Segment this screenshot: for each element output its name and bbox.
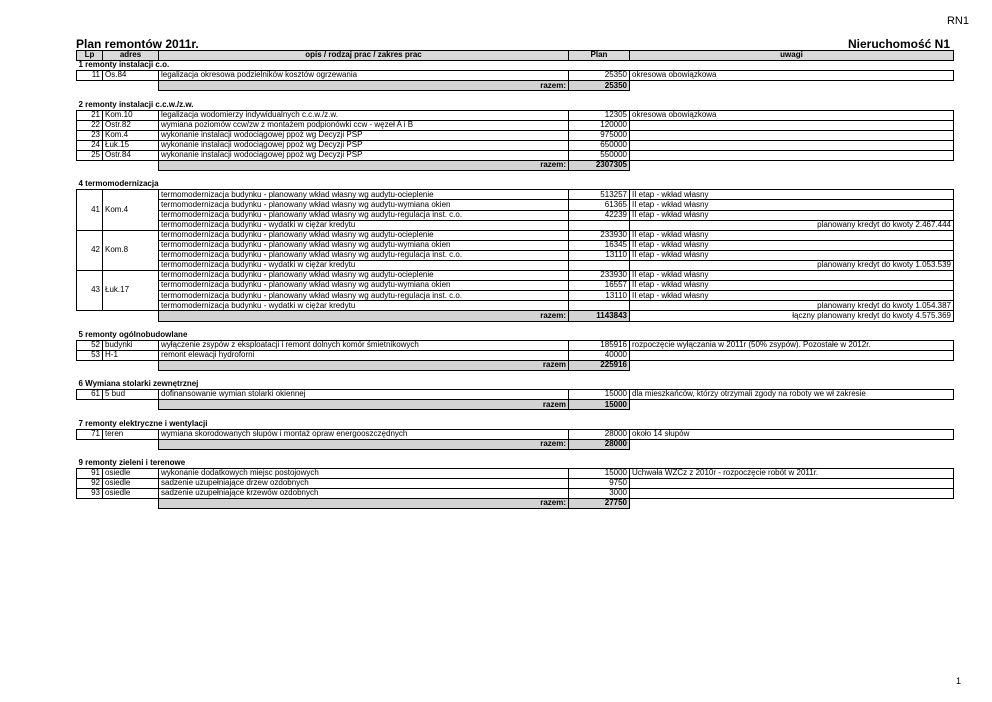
sum-row [77, 161, 954, 171]
sum-empty [630, 499, 954, 509]
row-uwagi: planowany kredyt do kwoty 2.467.444 [630, 220, 954, 230]
group-adres: Kom.4 [103, 190, 159, 230]
row-opis: termomodernizacja budynku - planowany wkład własny wg audytu-ocieplenie [159, 271, 569, 281]
row-lp: 71 [77, 429, 103, 439]
row-uwagi [630, 479, 954, 489]
row-adres: Ostr.82 [103, 120, 159, 130]
table-row [77, 468, 954, 478]
row-uwagi: około 14 słupów [630, 429, 954, 439]
row-adres: teren [103, 429, 159, 439]
spacer-row [77, 321, 954, 331]
sum-label: razem [159, 360, 569, 370]
group-adres: Łuk.17 [103, 271, 159, 311]
sum-empty [630, 400, 954, 410]
row-opis: termomodernizacja budynku - planowany wkład własny wg audytu-regulacja inst. c.o. [159, 210, 569, 220]
row-opis: termomodernizacja budynku - wydatki w ciężar kredytu [159, 301, 569, 311]
table-row [77, 120, 954, 130]
section-title: 6 Wymiana stolarki zewnętrznej [78, 380, 199, 389]
sum-label: razem: [159, 439, 569, 449]
table-row [77, 301, 954, 311]
row-lp: 91 [77, 468, 103, 478]
header-opis: opis / rodzaj prac / zakres prac [159, 51, 569, 61]
row-plan: 513257 [569, 190, 630, 200]
row-lp: 24 [77, 140, 103, 150]
row-adres: Os.84 [103, 71, 159, 81]
table-row [77, 150, 954, 160]
row-adres: 5 bud [103, 390, 159, 400]
spacer-cell [77, 321, 954, 331]
group-lp: 43 [77, 271, 103, 311]
row-opis: termomodernizacja budynku - planowany wkład własny wg audytu-regulacja inst. c.o. [159, 250, 569, 260]
row-lp: 93 [77, 489, 103, 499]
section-title: 5 remonty ogólnobudowlane [78, 330, 188, 339]
row-opis: termomodernizacja budynku - planowany wkład własny wg audytu-wymiana okien [159, 281, 569, 291]
sum-row [77, 499, 954, 509]
table-row [77, 230, 954, 240]
row-uwagi [630, 489, 954, 499]
section-title-row [77, 100, 954, 110]
table-row [77, 71, 954, 81]
sum-label: razem: [159, 81, 569, 91]
sum-row [77, 360, 954, 370]
building-name: Nieruchomość N1 [847, 37, 950, 51]
group-lp: 42 [77, 230, 103, 270]
row-plan: 15000 [569, 390, 630, 400]
row-adres: Łuk.15 [103, 140, 159, 150]
spacer-row [77, 91, 954, 101]
table-row [77, 190, 954, 200]
row-opis: termomodernizacja budynku - wydatki w ciężar kredytu [159, 220, 569, 230]
sum-note: łączny planowany kredyt do kwoty 4.575.369 [630, 311, 954, 321]
row-plan: 16345 [569, 240, 630, 250]
row-opis: legalizacja wodomierzy indywidualnych c.c.w./z.w. [159, 110, 569, 120]
row-opis: wykonanie instalacji wodociągowej ppoż wg Decyzji PSP [159, 140, 569, 150]
row-opis: wymiana skorodowanych słupów i montaż opraw energooszczędnych [159, 429, 569, 439]
sum-label: razem: [159, 161, 569, 171]
row-opis: legalizacja okresowa podzielników kosztów ogrzewania [159, 71, 569, 81]
row-plan: 9750 [569, 479, 630, 489]
renovation-plan-table [76, 50, 954, 509]
table-row [77, 240, 954, 250]
section-title-row [77, 380, 954, 390]
spacer-cell [77, 171, 954, 181]
table-row [77, 220, 954, 230]
row-opis: termomodernizacja budynku - wydatki w ciężar kredytu [159, 260, 569, 270]
section-title-row [77, 180, 954, 190]
row-opis: wykonanie instalacji wodociągowej ppoż wg Decyzji PSP [159, 130, 569, 140]
spacer-row [77, 371, 954, 381]
table-row [77, 429, 954, 439]
row-adres: Kom.4 [103, 130, 159, 140]
sum-row [77, 400, 954, 410]
group-lp: 41 [77, 190, 103, 230]
row-uwagi: II etap - wkład własny [630, 210, 954, 220]
section-title-row [77, 331, 954, 341]
sum-row [77, 439, 954, 449]
row-lp: 23 [77, 130, 103, 140]
section-title: 1 remonty instalacji c.o. [78, 60, 170, 70]
row-opis: sadzenie uzupełniające drzew ozdobnych [159, 479, 569, 489]
section-title-row [77, 61, 954, 71]
sum-row [77, 81, 954, 91]
header-row [77, 51, 954, 61]
row-uwagi: II etap - wkład własny [630, 190, 954, 200]
table-row [77, 200, 954, 210]
row-uwagi [630, 140, 954, 150]
row-uwagi [630, 350, 954, 360]
row-uwagi: II etap - wkład własny [630, 230, 954, 240]
row-uwagi: dla mieszkańców, którzy otrzymali zgody na roboty we wł zakresie [630, 390, 954, 400]
row-adres: osiedle [103, 489, 159, 499]
sum-blank [77, 439, 159, 449]
sum-label: razem: [159, 311, 569, 321]
row-opis: termomodernizacja budynku - planowany wkład własny wg audytu-wymiana okien [159, 200, 569, 210]
row-adres: Ostr.84 [103, 150, 159, 160]
sum-row [77, 311, 954, 321]
row-uwagi [630, 120, 954, 130]
row-adres: budynki [103, 340, 159, 350]
row-plan: 13110 [569, 291, 630, 301]
row-uwagi: II etap - wkład własny [630, 200, 954, 210]
row-uwagi [630, 130, 954, 140]
row-uwagi: okresowa obowiązkowa [630, 71, 954, 81]
row-plan: 16557 [569, 281, 630, 291]
row-uwagi: II etap - wkład własny [630, 291, 954, 301]
sum-empty [630, 161, 954, 171]
row-lp: 61 [77, 390, 103, 400]
header-lp: Lp [77, 51, 103, 61]
row-plan: 233930 [569, 230, 630, 240]
row-lp: 52 [77, 340, 103, 350]
sum-value: 27750 [569, 499, 630, 509]
page-number: 1 [955, 676, 961, 686]
table-row [77, 281, 954, 291]
sum-value: 25350 [569, 81, 630, 91]
row-plan: 42239 [569, 210, 630, 220]
sum-blank [77, 81, 159, 91]
row-plan [569, 260, 630, 270]
document-code: RN1 [946, 15, 969, 27]
row-uwagi [630, 150, 954, 160]
section-title-row [77, 419, 954, 429]
sum-blank [77, 311, 159, 321]
row-plan: 550000 [569, 150, 630, 160]
row-uwagi: II etap - wkład własny [630, 240, 954, 250]
table-row [77, 250, 954, 260]
table-row [77, 271, 954, 281]
table-row [77, 489, 954, 499]
row-plan: 28000 [569, 429, 630, 439]
spacer-row [77, 171, 954, 181]
header-plan: Plan [569, 51, 630, 61]
sum-label: razem: [159, 499, 569, 509]
row-plan [569, 220, 630, 230]
table-row [77, 260, 954, 270]
row-uwagi: planowany kredyt do kwoty 1.054.387 [630, 301, 954, 311]
row-adres: H-1 [103, 350, 159, 360]
table-row [77, 479, 954, 489]
table-row [77, 390, 954, 400]
section-title: 4 termomodernizacja [78, 180, 159, 189]
sum-value: 1143843 [569, 311, 630, 321]
spacer-cell [77, 371, 954, 381]
row-opis: remont elewacji hydroforni [159, 350, 569, 360]
header-uwagi: uwagi [630, 51, 954, 61]
row-plan: 12305 [569, 110, 630, 120]
row-plan: 15000 [569, 468, 630, 478]
row-lp: 92 [77, 479, 103, 489]
row-uwagi: planowany kredyt do kwoty 1.053.539 [630, 260, 954, 270]
sum-blank [77, 161, 159, 171]
spacer-cell [77, 410, 954, 420]
row-plan [569, 301, 630, 311]
table-row [77, 140, 954, 150]
spacer-row [77, 410, 954, 420]
row-plan: 233930 [569, 271, 630, 281]
row-opis: termomodernizacja budynku - planowany wkład własny wg audytu-regulacja inst. c.o. [159, 291, 569, 301]
group-adres: Kom.8 [103, 230, 159, 270]
row-plan: 650000 [569, 140, 630, 150]
sum-empty [630, 81, 954, 91]
row-uwagi: Uchwała WZCz z 2010r - rozpoczęcie robót w 2011r. [630, 468, 954, 478]
table-row [77, 130, 954, 140]
section-title: 7 remonty elektryczne i wentylacji [78, 419, 208, 428]
table-row [77, 291, 954, 301]
row-opis: wykonanie dodatkowych miejsc postojowych [159, 468, 569, 478]
section-title-row [77, 459, 954, 469]
row-plan: 120000 [569, 120, 630, 130]
section-title: 2 remonty instalacji c.c.w./z.w. [78, 100, 194, 109]
table-row [77, 350, 954, 360]
sum-blank [77, 499, 159, 509]
sum-value: 225916 [569, 360, 630, 370]
row-opis: dofinansowanie wymian stolarki okiennej [159, 390, 569, 400]
row-uwagi: II etap - wkład własny [630, 250, 954, 260]
sum-value: 2307305 [569, 161, 630, 171]
row-uwagi: II etap - wkład własny [630, 281, 954, 291]
row-plan: 13110 [569, 250, 630, 260]
row-lp: 11 [77, 71, 103, 81]
header-adres: adres [103, 51, 159, 61]
row-plan: 975000 [569, 130, 630, 140]
sum-empty [630, 439, 954, 449]
sum-blank [77, 400, 159, 410]
row-adres: osiedle [103, 479, 159, 489]
table-row [77, 210, 954, 220]
page-title: Plan remontów 2011r. [76, 37, 199, 51]
sum-empty [630, 360, 954, 370]
row-plan: 61365 [569, 200, 630, 210]
spacer-row [77, 449, 954, 459]
row-opis: termomodernizacja budynku - planowany wkład własny wg audytu-wymiana okien [159, 240, 569, 250]
sum-blank [77, 360, 159, 370]
table-row [77, 110, 954, 120]
row-plan: 40000 [569, 350, 630, 360]
section-title: 9 remonty zieleni i terenowe [78, 458, 186, 468]
spacer-cell [77, 91, 954, 101]
row-lp: 25 [77, 150, 103, 160]
row-opis: termomodernizacja budynku - planowany wkład własny wg audytu-ocieplenie [159, 230, 569, 240]
row-plan: 3000 [569, 489, 630, 499]
row-plan: 25350 [569, 71, 630, 81]
row-adres: Kom.10 [103, 110, 159, 120]
row-plan: 185916 [569, 340, 630, 350]
row-lp: 21 [77, 110, 103, 120]
row-opis: wyłączenie zsypów z eksploatacji i remont dolnych komór śmietnikowych [159, 340, 569, 350]
table-row [77, 340, 954, 350]
sum-label: razem [159, 400, 569, 410]
row-uwagi: okresowa obowiązkowa [630, 110, 954, 120]
row-uwagi: rozpoczęcie wyłączania w 2011r (50% zsypów). Pozostałe w 2012r. [630, 340, 954, 350]
row-lp: 22 [77, 120, 103, 130]
row-lp: 53 [77, 350, 103, 360]
row-opis: sadzenie uzupełniające krzewów ozdobnych [159, 489, 569, 499]
sum-value: 15000 [569, 400, 630, 410]
sum-value: 28000 [569, 439, 630, 449]
row-opis: wymiana poziomów ccw/zw z montażem podpionówki ccw - węzeł A i B [159, 120, 569, 130]
row-uwagi: II etap - wkład własny [630, 271, 954, 281]
row-adres: osiedle [103, 468, 159, 478]
row-opis: wykonanie instalacji wodociągowej ppoż wg Decyzji PSP [159, 150, 569, 160]
row-opis: termomodernizacja budynku - planowany wkład własny wg audytu-ocieplenie [159, 190, 569, 200]
spacer-cell [77, 449, 954, 459]
